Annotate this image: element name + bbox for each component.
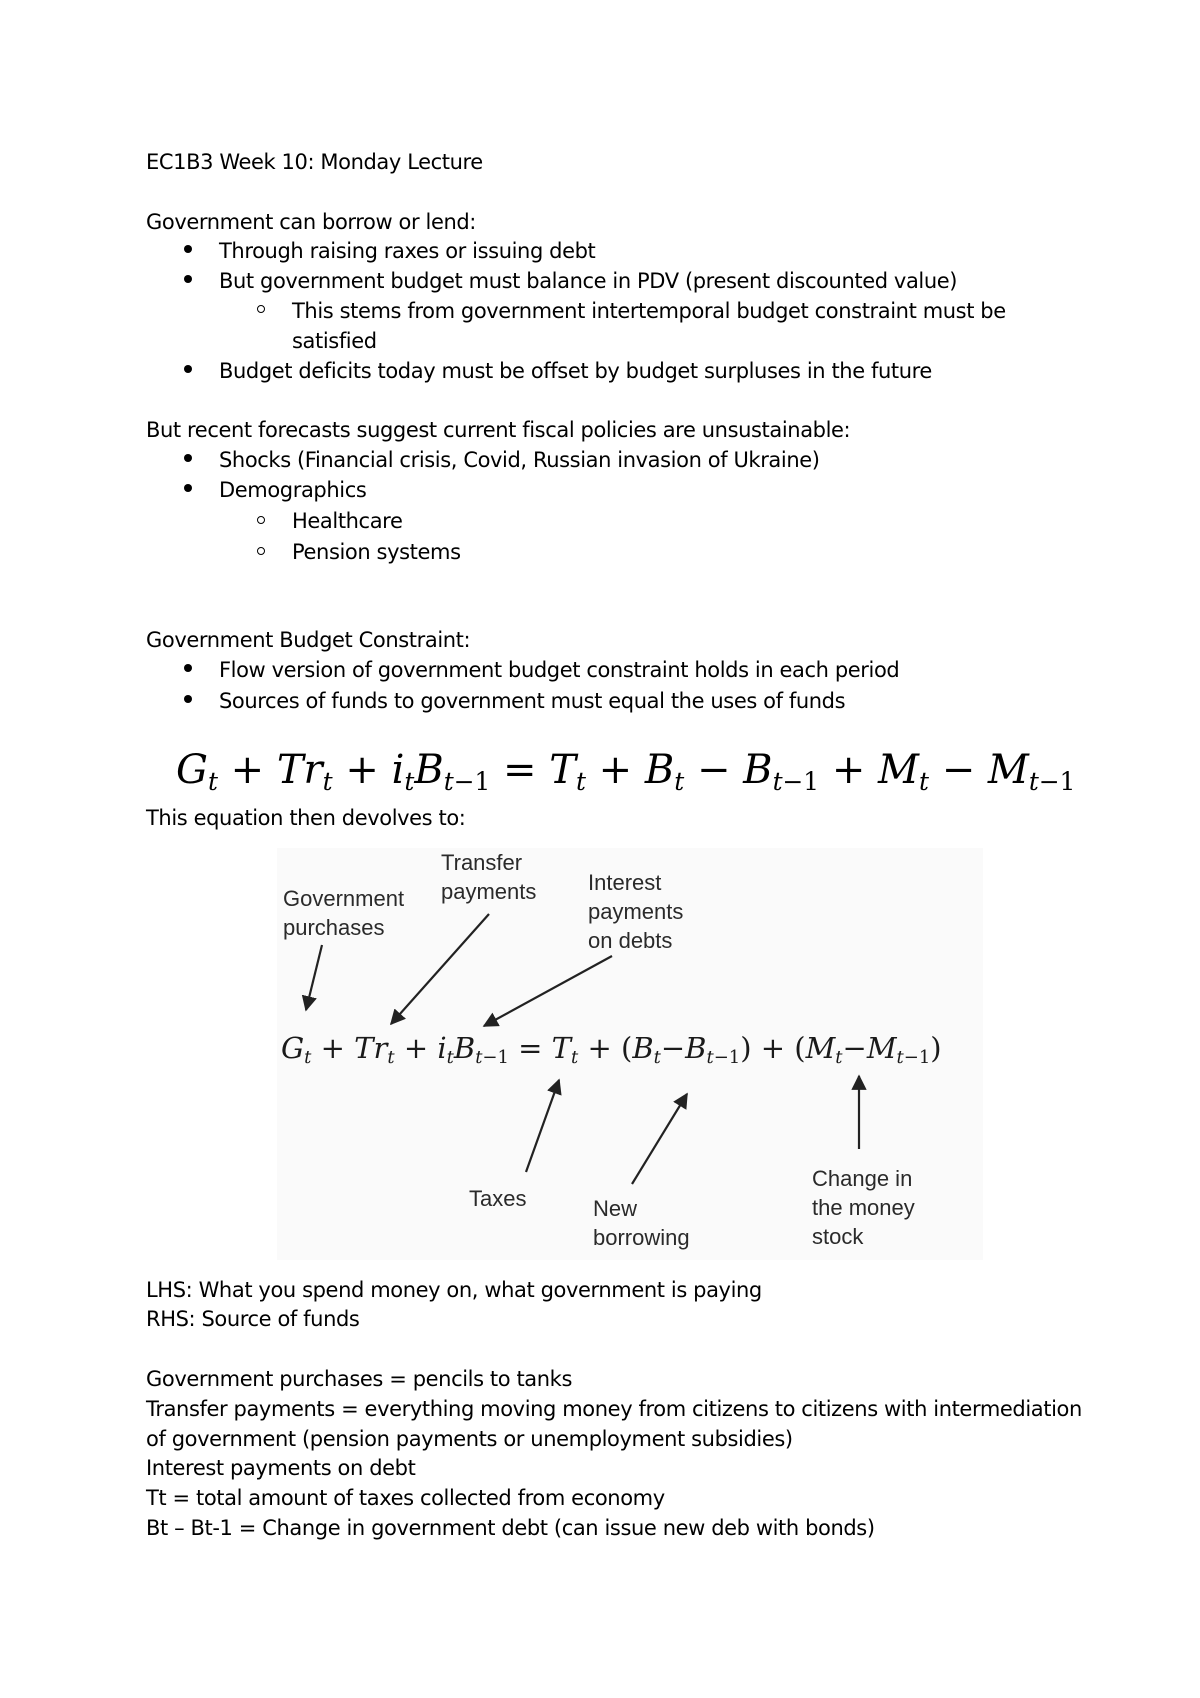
section-heading-budget-constraint: Government Budget Constraint: xyxy=(146,628,471,652)
arrow-taxes xyxy=(526,1080,559,1172)
section-heading-forecasts: But recent forecasts suggest current fiscal policies are unsustainable: xyxy=(146,418,851,442)
annotated-equation: $G_t + Tr_t + i_tB_{t-1} = T_t + (B_t-B_{t-1}) + (M_t-M_{t-1})$ xyxy=(281,1031,942,1069)
note-lhs: LHS: What you spend money on, what government is paying xyxy=(146,1278,762,1302)
sub-bullet-icon xyxy=(257,547,265,555)
bullet-text: Flow version of government budget constraint holds in each period xyxy=(219,658,900,682)
bullet-text: Shocks (Financial crisis, Covid, Russian invasion of Ukraine) xyxy=(219,448,820,472)
sub-bullet-icon xyxy=(257,305,265,313)
bullet-icon xyxy=(184,454,192,462)
note-interest-payments: Interest payments on debt xyxy=(146,1456,416,1480)
sub-bullet-text: This stems from government intertemporal budget constraint must be xyxy=(292,299,1006,323)
bullet-icon xyxy=(184,695,192,703)
label-new-borrowing: New borrowing xyxy=(593,1196,690,1250)
note-taxes: Tt = total amount of taxes collected from economy xyxy=(146,1486,665,1510)
bullet-text: Budget deficits today must be offset by budget surpluses in the future xyxy=(219,359,932,383)
page-title: EC1B3 Week 10: Monday Lecture xyxy=(146,150,483,174)
budget-constraint-equation: $G_t + Tr_t + i_tB_{t-1} = T_t + B_t - B_{t-1} + M_t - M_{t-1}$ xyxy=(176,747,1076,796)
bullet-text: Through raising raxes or issuing debt xyxy=(219,239,596,263)
sub-bullet-text-continued: satisfied xyxy=(292,329,377,353)
note-debt-change: Bt – Bt-1 = Change in government debt (can issue new deb with bonds) xyxy=(146,1516,875,1540)
section-heading-borrow-lend: Government can borrow or lend: xyxy=(146,210,476,234)
bullet-icon xyxy=(184,664,192,672)
label-interest-payments: Interest payments on debts xyxy=(588,870,684,953)
arrow-new-borrowing xyxy=(632,1094,687,1184)
bullet-text: Demographics xyxy=(219,478,367,502)
bullet-text: Sources of funds to government must equal the uses of funds xyxy=(219,689,846,713)
label-change-money-stock: Change in the money stock xyxy=(812,1166,915,1249)
arrow-transfer-payments xyxy=(391,914,489,1024)
bullet-icon xyxy=(184,275,192,283)
label-government-purchases: Government purchases xyxy=(283,886,405,940)
label-transfer-payments: Transfer payments xyxy=(441,850,537,904)
note-transfer-payments: Transfer payments = everything moving money from citizens to citizens with intermediation xyxy=(146,1397,1082,1421)
label-taxes: Taxes xyxy=(469,1186,527,1211)
bullet-text: But government budget must balance in PDV (present discounted value) xyxy=(219,269,958,293)
bullet-icon xyxy=(184,484,192,492)
arrow-government-purchases xyxy=(306,945,322,1010)
note-government-purchases: Government purchases = pencils to tanks xyxy=(146,1367,572,1391)
bullet-icon xyxy=(184,365,192,373)
equation-devolves-text: This equation then devolves to: xyxy=(146,806,466,830)
sub-bullet-text: Pension systems xyxy=(292,540,461,564)
bullet-icon xyxy=(184,245,192,253)
sub-bullet-icon xyxy=(257,516,265,524)
note-rhs: RHS: Source of funds xyxy=(146,1307,360,1331)
arrow-interest-payments xyxy=(484,956,612,1026)
budget-constraint-figure xyxy=(277,848,983,1260)
sub-bullet-text: Healthcare xyxy=(292,509,403,533)
note-transfer-payments-continued: of government (pension payments or unemployment subsidies) xyxy=(146,1427,793,1451)
